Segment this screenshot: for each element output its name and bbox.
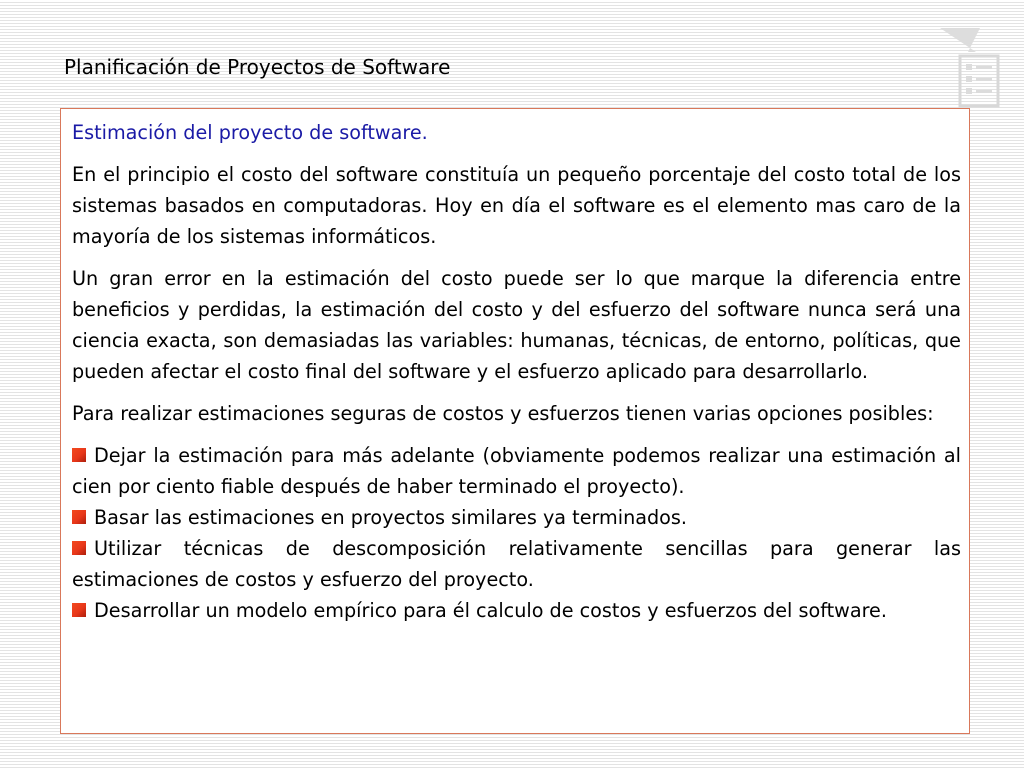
paragraph-error: Un gran error en la estimación del costo puede ser lo que marque la diferencia entre beneficios y perdidas, la estimación del costo y del esfuerzo del software nunca será una ciencia exacta, son demasiadas las variables: humanas, técnicas, de entorno, políticas, que pueden afectar el costo final del software y el esfuerzo aplicado para desarrollarlo.: [72, 267, 961, 383]
list-item: [72, 533, 961, 595]
section-heading: Estimación del proyecto de software.: [72, 121, 428, 144]
slide-title: Planificación de Proyectos de Software: [64, 55, 451, 79]
list-item-text: Basar las estimaciones en proyectos similares ya terminados.: [94, 506, 688, 529]
red-square-bullet-icon: [72, 510, 86, 524]
document-list-icon: [934, 26, 1004, 116]
list-item-text: Desarrollar un modelo empírico para él calculo de costos y esfuerzos del software.: [94, 599, 887, 622]
list-item: [72, 502, 961, 533]
red-square-bullet-icon: [72, 541, 86, 555]
paragraph-options: Para realizar estimaciones seguras de costos y esfuerzos tienen varias opciones posibles:: [72, 402, 934, 425]
list-item: [72, 440, 961, 502]
options-list: [72, 440, 961, 626]
red-square-bullet-icon: [72, 448, 86, 462]
list-item-text: Dejar la estimación para más adelante (obviamente podemos realizar una estimación al cien por ciento fiable después de haber terminado el proyecto).: [72, 444, 961, 498]
list-item: [72, 595, 961, 626]
red-square-bullet-icon: [72, 603, 86, 617]
content-box: [60, 108, 970, 734]
paragraph-intro: En el principio el costo del software constituía un pequeño porcentaje del costo total de los sistemas basados en computadoras. Hoy en día el software es el elemento mas caro de la mayoría de los sistemas informáticos.: [72, 163, 961, 248]
list-item-text: Utilizar técnicas de descomposición relativamente sencillas para generar las estimaciones de costos y esfuerzo del proyecto.: [72, 537, 961, 591]
